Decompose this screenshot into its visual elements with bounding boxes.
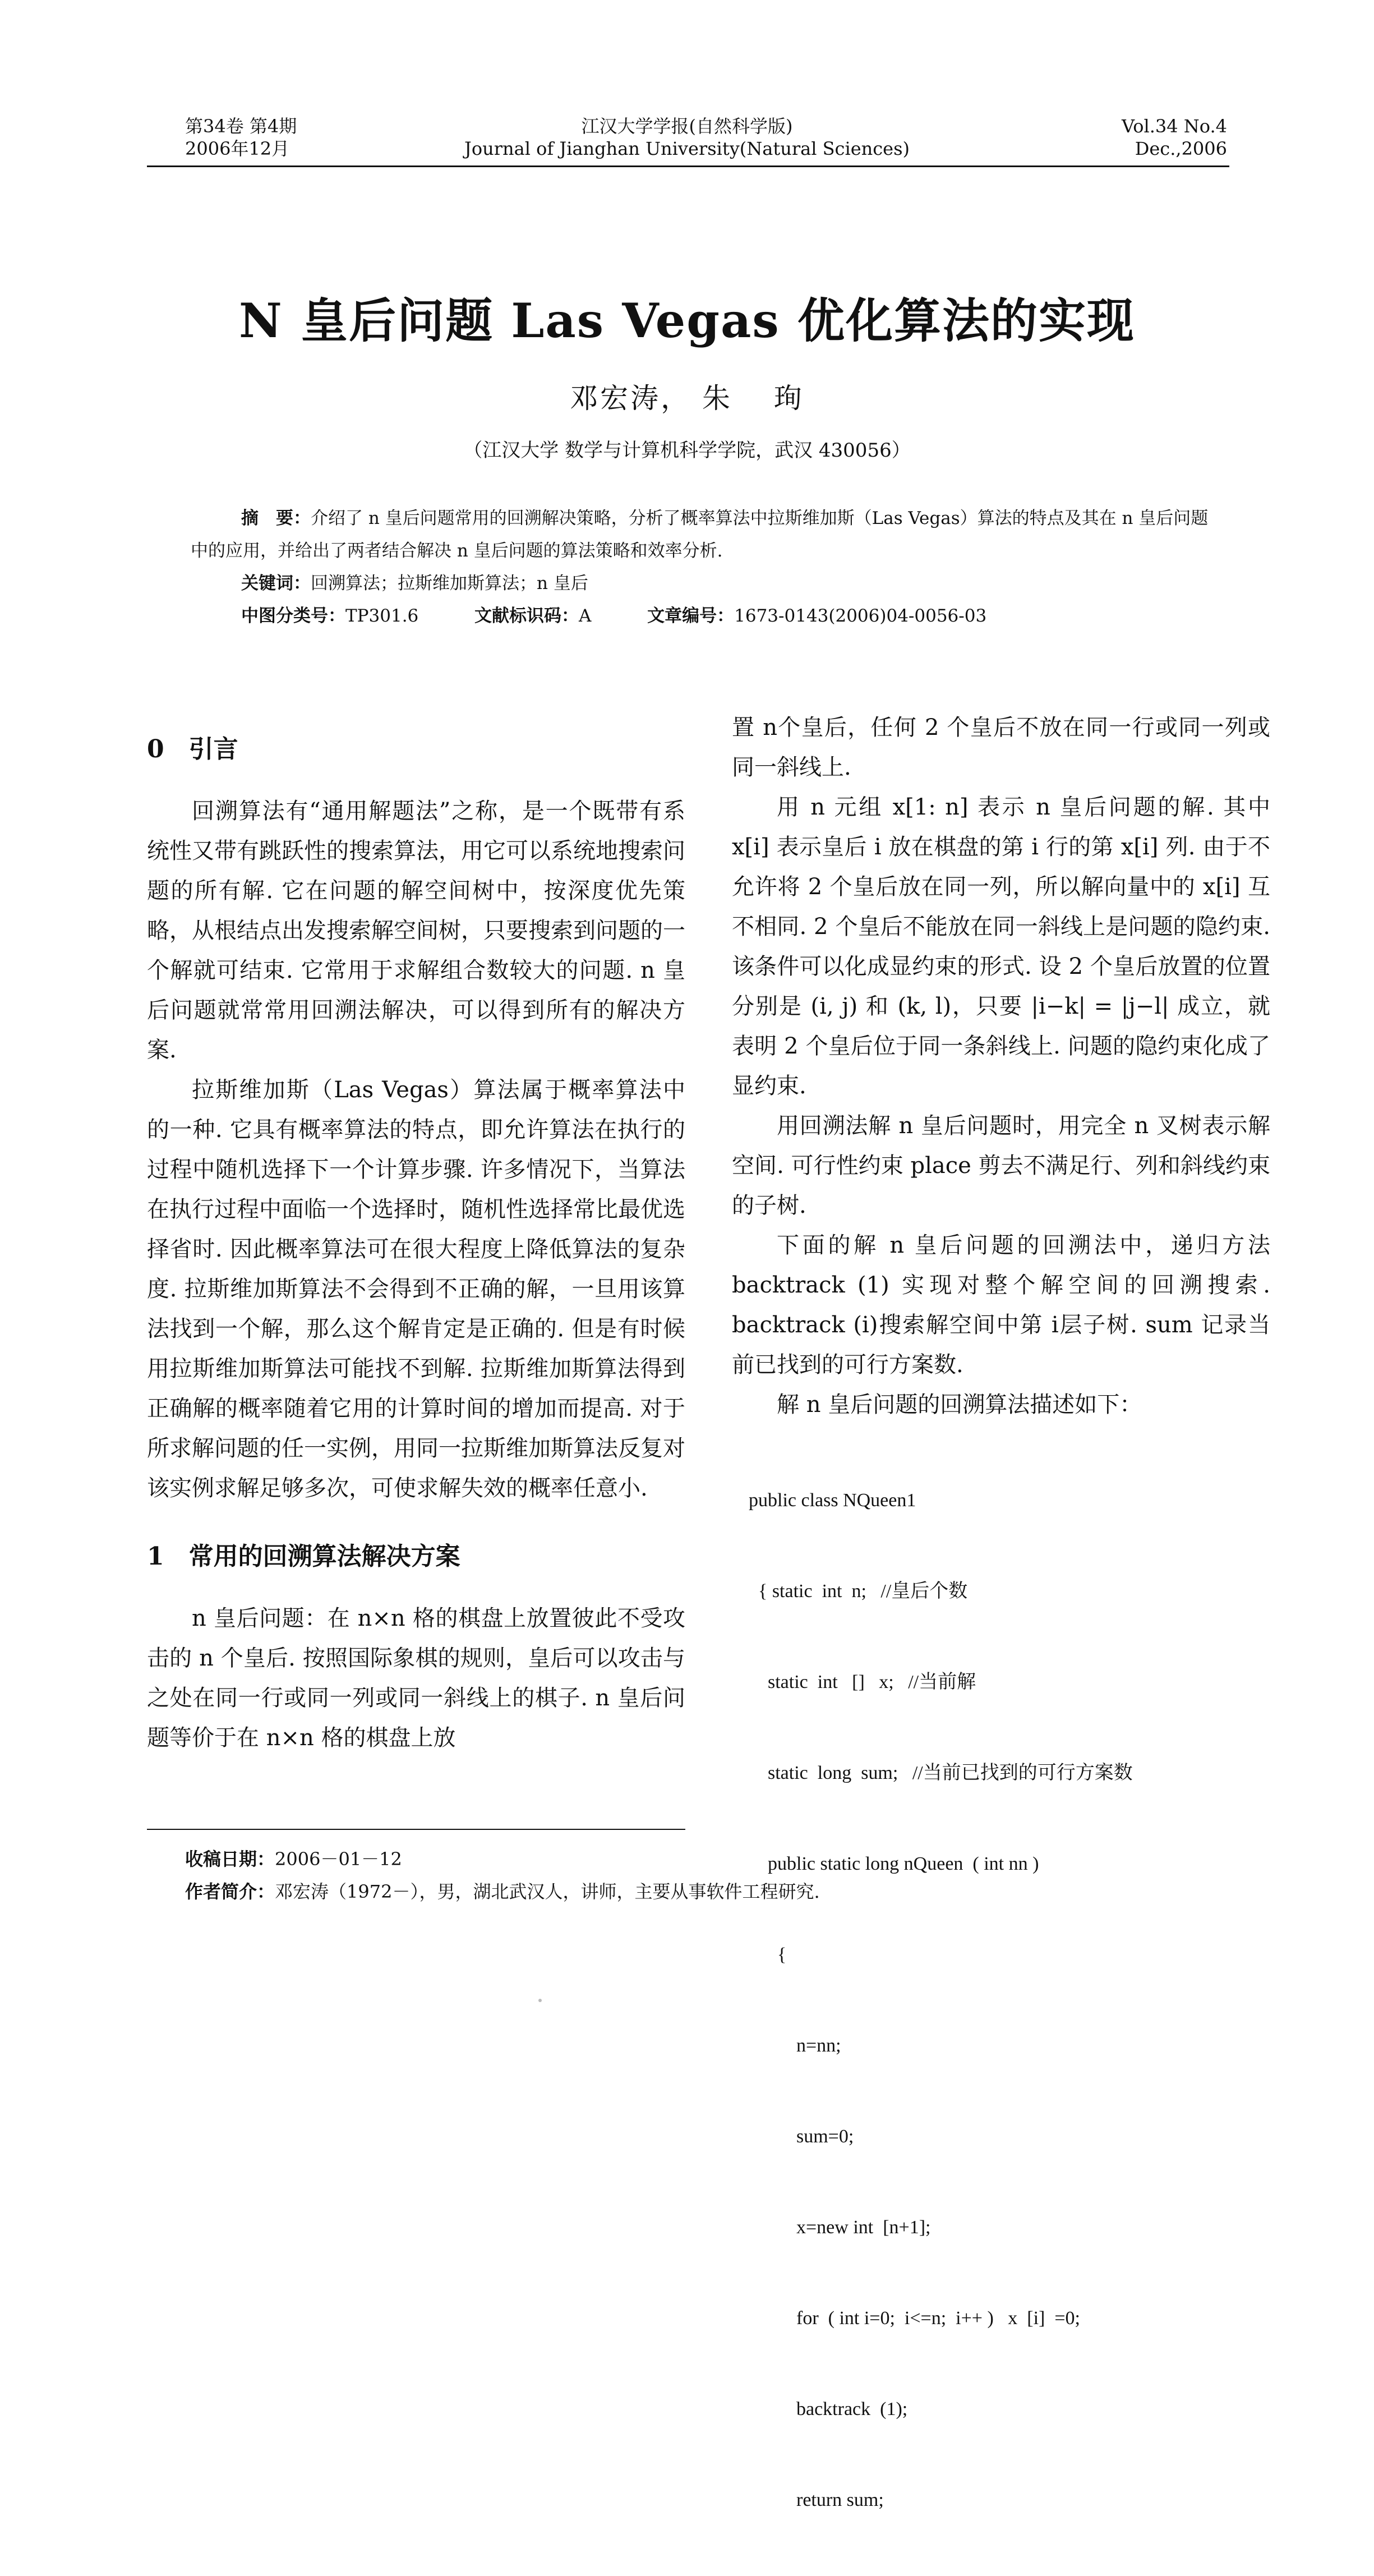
keywords-text: 回溯算法；拉斯维加斯算法；n 皇后 [311, 573, 588, 594]
code-line: n=nn; [749, 2035, 841, 2056]
paragraph: 解 n 皇后问题的回溯算法描述如下： [777, 1392, 1142, 1418]
volume-issue: 第34卷 第4期 [185, 116, 297, 137]
issue-date: 2006年12月 [185, 138, 290, 159]
received-label: 收稿日期： [185, 1848, 275, 1870]
vol-no: Vol.34 No.4 [1122, 116, 1227, 137]
scan-mark [538, 1999, 542, 2002]
journal-name-cn: 江汉大学学报(自然科学版) [581, 116, 793, 137]
article-authors: 邓宏涛， 朱 珣 [570, 382, 804, 415]
article-no-value: 1673-0143(2006)04-0056-03 [734, 606, 987, 626]
author-bio [185, 1875, 820, 1908]
code-line: static int [] x; //当前解 [749, 1672, 976, 1692]
code-line: { static int n; //皇后个数 [749, 1581, 968, 1602]
footnote [185, 1843, 820, 1908]
vol-date: Dec.,2006 [1135, 138, 1227, 159]
keywords-label: 关键词： [241, 573, 311, 594]
section-0-heading: 0 引言 [147, 735, 238, 763]
right-column [732, 708, 1270, 2576]
section-1-heading: 1 常用的回溯算法解决方案 [147, 1542, 460, 1571]
code-line: public class NQueen1 [749, 1490, 916, 1511]
code-line: static long sum; //当前已找到的可行方案数 [749, 1763, 1133, 1783]
paragraph: 拉斯维加斯（Las Vegas）算法属于概率算法中的一种. 它具有概率算法的特点，即允许算法在执行的过程中随机选择下一个计算步骤. 许多情况下，当算法在执行过程中面临一个选择时，随机性选择常比最优选择省时. 因此概率算法可在很大程度上降低算法的复杂度. 拉斯维加斯算法不会得到不正确的解，一旦用该算法找到一个解，那么这个解肯定是正确的. 但是有时候用拉斯维加斯算法可能找不到解. 拉斯维加斯算法得到正确解的概率随着它用的计算时间的增加而提高. 对于所求解问题的任一实例，用同一拉斯维加斯算法反复对该实例求解足够多次，可使求解失效的概率任意小. [147, 1077, 685, 1501]
journal-vol-en [1122, 115, 1227, 160]
author-bio-text: 邓宏涛（1972－），男，湖北武汉人，讲师，主要从事软件工程研究. [275, 1881, 820, 1902]
received-date [185, 1843, 820, 1875]
code-listing [749, 1425, 1270, 2576]
code-line: for ( int i=0; i<=n; i++ ) x [i] =0; [749, 2308, 1080, 2329]
clc-value: TP301.6 [345, 606, 419, 626]
paragraph: 用回溯法解 n 皇后问题时，用完全 n 叉树表示解空间. 可行性约束 place 剪去不满足行、列和斜线约束的子树. [732, 1113, 1270, 1218]
article-no-label: 文章编号： [647, 606, 735, 626]
doc-code-value: A [579, 606, 592, 626]
article-title: N 皇后问题 Las Vegas 优化算法的实现 [239, 293, 1135, 348]
received-value: 2006－01－12 [275, 1848, 402, 1870]
abstract-block [191, 502, 1217, 632]
abstract [191, 502, 1217, 567]
code-line: backtrack (1); [749, 2399, 908, 2419]
paragraph: n 皇后问题：在 n×n 格的棋盘上放置彼此不受攻击的 n 个皇后. 按照国际象棋的规则，皇后可以攻击与之处在同一行或同一列或同一斜线上的棋子. n 皇后问题等价于在 n×n 格的棋盘上放 [147, 1606, 685, 1751]
doc-code-label: 文献标识码： [474, 606, 579, 626]
author-bio-label: 作者简介： [185, 1881, 275, 1902]
article-affiliation: （江汉大学 数学与计算机科学学院，武汉 430056） [463, 439, 911, 462]
abstract-label: 摘 要： [241, 508, 311, 528]
left-column [147, 729, 685, 1758]
paragraph: 下面的解 n 皇后问题的回溯法中，递归方法 backtrack (1) 实现对整个解空间的回溯搜索. backtrack (i)搜索解空间中第 i层子树. sum 记录当前已找到的可行方案数. [732, 1232, 1270, 1378]
code-line: { [749, 1944, 787, 1965]
paragraph: 置 n个皇后，任何 2 个皇后不放在同一行或同一列或同一斜线上. [732, 715, 1270, 780]
paragraph: 回溯算法有“通用解题法”之称，是一个既带有系统性又带有跳跃性的搜索算法，用它可以系统地搜索问题的所有解. 它在问题的解空间树中，按深度优先策略，从根结点出发搜索解空间树，只要搜索到问题的一个解就可结束. 它常用于求解组合数较大的问题. n 皇后问题就常常用回溯法解决，可以得到所有的解决方案. [147, 798, 685, 1063]
paragraph: 用 n 元组 x[1: n] 表示 n 皇后问题的解. 其中 x[i] 表示皇后 i 放在棋盘的第 i 行的第 x[i] 列. 由于不允许将 2 个皇后放在同一列，所以解向量中的 x[i] 互不相同. 2 个皇后不能放在同一斜线上是问题的隐约束. 该条件可以化成显约束的形式. 设 2 个皇后放置的位置分别是 (i, j) 和 (k, l)，只要 |i−k| = |j−l| 成立，就表明 2 个皇后位于同一条斜线上. 问题的隐约束化成了显约束. [732, 794, 1270, 1099]
clc-label: 中图分类号： [241, 606, 345, 626]
header-rule [147, 165, 1229, 167]
classification [191, 600, 1217, 632]
code-line: sum=0; [749, 2126, 854, 2147]
code-line: x=new int [n+1]; [749, 2217, 931, 2238]
code-line: public static long nQueen ( int nn ) [749, 1853, 1039, 1874]
abstract-text: 介绍了 n 皇后问题常用的回溯解决策略，分析了概率算法中拉斯维加斯（Las Vegas）算法的特点及其在 n 皇后问题中的应用，并给出了两者结合解决 n 皇后问题的算法策略和效率分析. [191, 508, 1209, 561]
footnote-rule [147, 1829, 685, 1830]
code-line: return sum; [749, 2490, 884, 2510]
journal-name-en: Journal of Jianghan University(Natural Sciences) [464, 138, 910, 159]
keywords [191, 567, 1217, 600]
